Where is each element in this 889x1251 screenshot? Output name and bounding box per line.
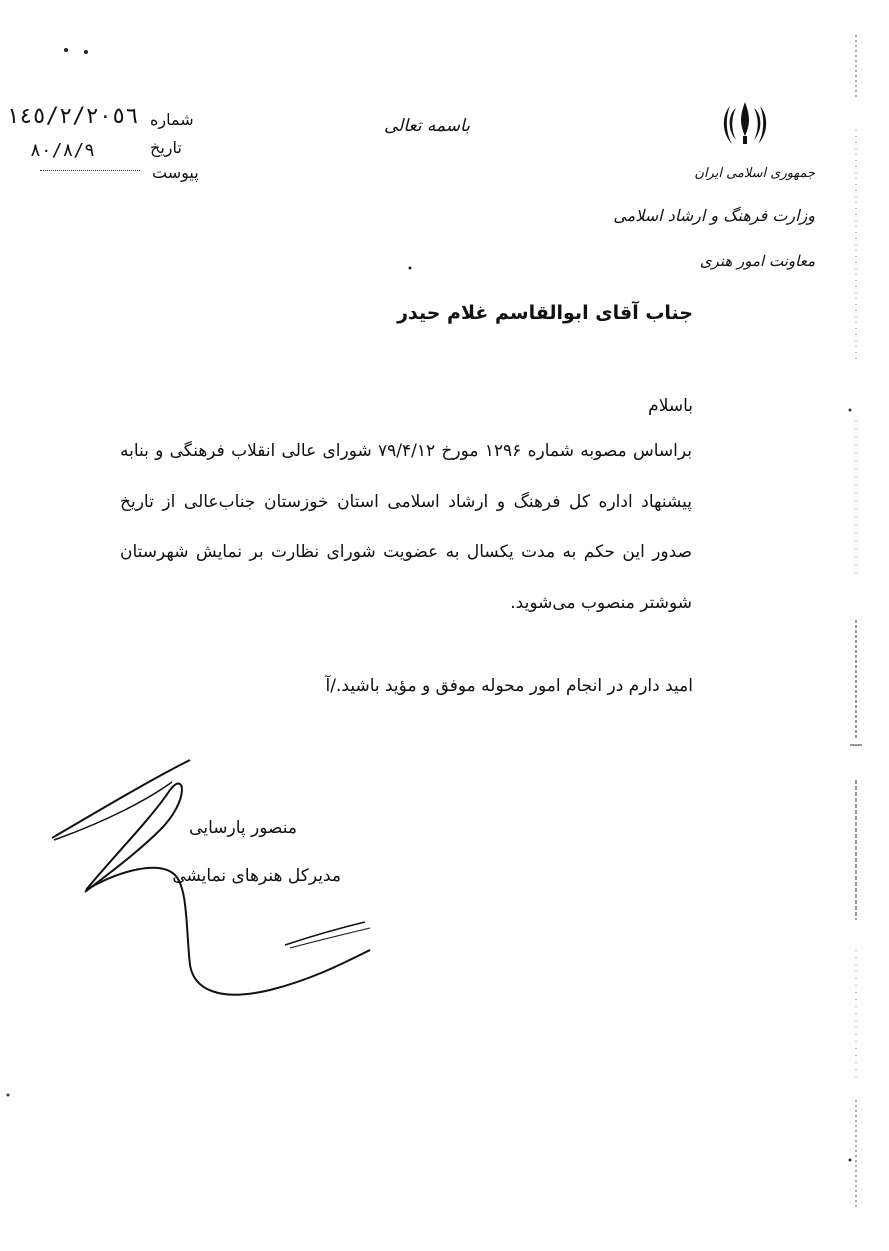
handwritten-signature	[40, 750, 420, 1010]
number-value: ١٤٥/٢/٢٠٥٦	[6, 104, 139, 129]
attachment-label: پیوست	[152, 163, 199, 182]
number-label: شماره	[150, 110, 194, 129]
iran-emblem-icon	[718, 96, 772, 150]
signer-name: منصور پارسایی	[189, 818, 297, 838]
signer-title: مدیرکل هنرهای نمایشی	[172, 866, 341, 886]
invocation-text: باسمه تعالی	[384, 116, 470, 136]
letter-body: براساس مصوبه شماره ۱۲۹۶ مورخ ۷۹/۴/۱۲ شورای عالی انقلاب فرهنگی و بنابه پیشنهاد اداره کل فرهنگ و ارشاد اسلامی استان خوزستان جناب‌عالی از تاریخ صدور این حکم به مدت یکسال به عضویت شورای نظارت بر نمایش شهرستان شوشتر منصوب می‌شوید.	[120, 441, 692, 613]
date-value: ٨٠/٨/٩	[30, 140, 96, 161]
closing-line: امید دارم در انجام امور محوله موفق و مؤید باشید./آ	[325, 676, 693, 696]
attachment-dotted-line	[40, 170, 140, 171]
org-line-deputy: معاونت امور هنری	[699, 252, 815, 270]
org-line-ministry: وزارت فرهنگ و ارشاد اسلامی	[613, 206, 815, 225]
addressee: جناب آقای ابوالقاسم غلام حیدر	[397, 302, 693, 324]
date-label: تاریخ	[150, 138, 182, 157]
org-line-republic: جمهوری اسلامی ایران	[694, 166, 815, 181]
margin-scan-marks	[846, 20, 866, 1220]
greeting: باسلام	[648, 396, 693, 416]
